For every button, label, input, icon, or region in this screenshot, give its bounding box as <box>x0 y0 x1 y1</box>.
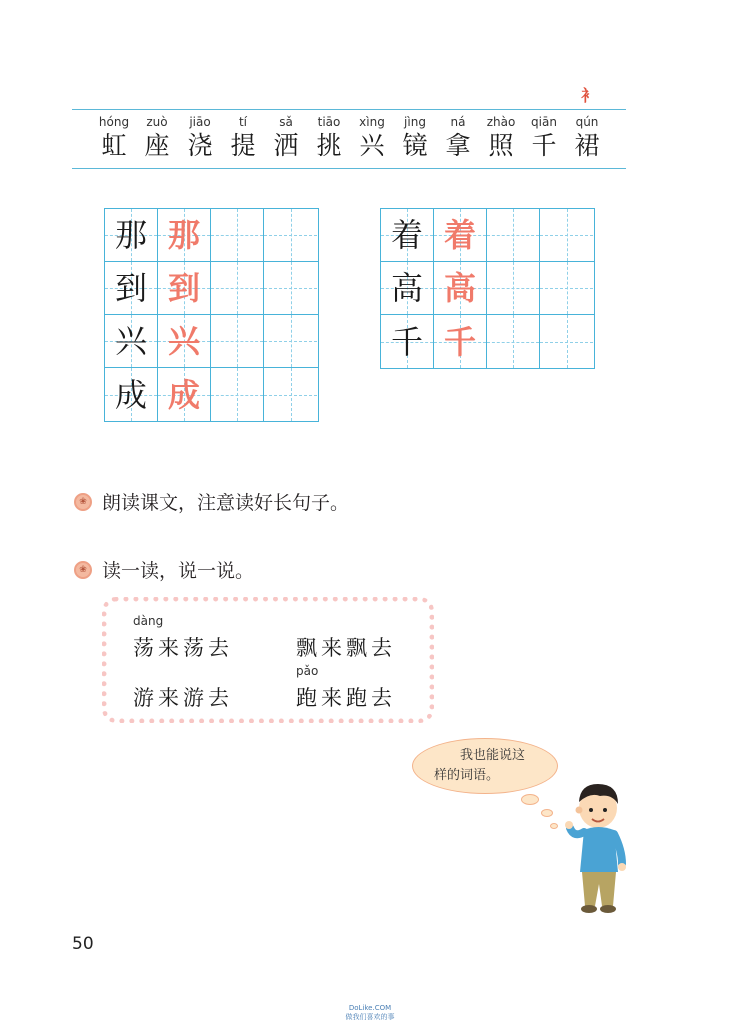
vocab-pinyin: tí <box>238 115 248 129</box>
vocab-hanzi: 千 <box>531 131 557 160</box>
grid-cell <box>105 368 158 421</box>
vocab-hanzi: 镜 <box>402 131 428 160</box>
grid-cell <box>105 262 158 314</box>
grid-cell <box>381 315 434 368</box>
vocab-item <box>438 114 478 162</box>
practice-cell[interactable] <box>264 315 317 367</box>
vocab-hanzi: 洒 <box>273 131 299 160</box>
model-character: 那 <box>114 216 147 254</box>
writing-grid-right <box>380 208 595 369</box>
vocab-hanzi: 浇 <box>187 131 213 160</box>
vocab-hanzi: 兴 <box>359 131 385 160</box>
phrase-text: 跑来跑去 <box>296 686 396 710</box>
grid-cell <box>158 368 211 421</box>
model-character: 兴 <box>114 322 147 360</box>
phrase-text: 荡来荡去 <box>133 636 233 660</box>
exercise-text: 朗读课文，注意读好长句子。 <box>102 492 350 514</box>
thought-line-2: 样的词语。 <box>434 768 500 783</box>
phrase-pinyin: pǎo <box>296 664 319 678</box>
thought-bubble-dot <box>521 794 539 805</box>
vocab-hanzi: 虹 <box>101 131 127 160</box>
practice-cell[interactable] <box>487 262 540 314</box>
practice-cell[interactable] <box>540 262 593 314</box>
grid-cell <box>158 315 211 367</box>
practice-cell[interactable] <box>487 315 540 368</box>
grid-cell <box>381 262 434 314</box>
phrase-pinyin: dàng <box>133 614 164 628</box>
page-number: 50 <box>72 934 94 954</box>
trace-character: 着 <box>443 216 476 254</box>
exercise-read-aloud <box>74 488 349 515</box>
phrase-text: 飘来飘去 <box>296 636 396 660</box>
practice-cell[interactable] <box>540 209 593 261</box>
vocab-item <box>395 114 435 162</box>
grid-row <box>381 209 594 262</box>
vocab-item <box>567 114 607 162</box>
exercise-read-and-say <box>74 556 254 583</box>
grid-cell <box>434 315 487 368</box>
vocab-hanzi: 裙 <box>574 131 600 160</box>
practice-cell[interactable] <box>264 262 317 314</box>
vocab-pinyin: zuò <box>146 115 168 129</box>
vocab-pinyin: sǎ <box>279 115 293 129</box>
trace-character: 到 <box>167 269 200 307</box>
model-character: 高 <box>390 269 423 307</box>
model-character: 千 <box>390 322 423 361</box>
practice-cell[interactable] <box>211 209 264 261</box>
radical-mark: 衤 <box>581 86 598 105</box>
phrase-box <box>102 597 434 723</box>
vocab-item <box>223 114 263 162</box>
thought-bubble-dot <box>541 809 553 817</box>
vocab-pinyin: ná <box>450 115 466 129</box>
vocab-item <box>266 114 306 162</box>
vocab-pinyin: jiāo <box>189 115 211 129</box>
grid-cell <box>434 262 487 314</box>
vocab-hanzi: 照 <box>488 131 514 160</box>
practice-cell[interactable] <box>211 315 264 367</box>
grid-row <box>381 262 594 315</box>
phrase-text: 游来游去 <box>133 686 233 710</box>
vocab-pinyin: jìng <box>404 115 426 129</box>
grid-cell <box>158 209 211 261</box>
grid-row <box>105 368 318 421</box>
phrase <box>296 664 426 712</box>
grid-row <box>105 209 318 262</box>
model-character: 成 <box>114 375 147 414</box>
vocab-item <box>94 114 134 162</box>
practice-cell[interactable] <box>264 209 317 261</box>
grid-cell <box>105 315 158 367</box>
grid-cell <box>158 262 211 314</box>
exercise-bullet-icon: ❀ <box>74 493 92 511</box>
practice-cell[interactable] <box>540 315 593 368</box>
grid-cell <box>434 209 487 261</box>
model-character: 着 <box>390 216 423 254</box>
trace-character: 高 <box>443 269 476 307</box>
trace-character: 兴 <box>167 322 200 360</box>
vocab-hanzi: 挑 <box>316 131 342 160</box>
model-character: 到 <box>114 269 147 307</box>
vocab-top-rule <box>72 109 626 110</box>
phrase <box>133 614 263 662</box>
vocab-item <box>309 114 349 162</box>
trace-character: 成 <box>167 375 200 414</box>
vocab-pinyin: qiān <box>531 115 557 129</box>
vocab-pinyin: tiāo <box>317 115 341 129</box>
trace-character: 千 <box>443 322 476 361</box>
vocab-hanzi: 提 <box>230 131 256 160</box>
writing-grid-left <box>104 208 319 422</box>
thought-line-1: 我也能说这 <box>460 748 526 763</box>
vocab-item <box>137 114 177 162</box>
watermark-line-1: DoLike.COM <box>348 1004 392 1012</box>
vocab-pinyin: qún <box>575 115 599 129</box>
grid-row <box>105 262 318 315</box>
boy-illustration <box>560 772 640 916</box>
watermark <box>330 1004 410 1022</box>
thought-bubble-text <box>434 746 544 786</box>
thought-bubble-dot <box>550 823 558 829</box>
vocab-pinyin: xìng <box>359 115 385 129</box>
phrase <box>296 632 426 662</box>
grid-cell <box>105 209 158 261</box>
vocab-item <box>524 114 564 162</box>
watermark-line-2: 做我们喜欢的事 <box>345 1013 395 1021</box>
vocab-item <box>481 114 521 162</box>
vocab-item <box>352 114 392 162</box>
practice-cell[interactable] <box>487 209 540 261</box>
practice-cell[interactable] <box>264 368 317 421</box>
phrase <box>133 682 263 712</box>
exercise-bullet-icon: ❀ <box>74 561 92 579</box>
vocab-bottom-rule <box>72 168 626 169</box>
practice-cell[interactable] <box>211 262 264 314</box>
practice-cell[interactable] <box>211 368 264 421</box>
exercise-text: 读一读，说一说。 <box>102 560 255 582</box>
vocab-hanzi: 座 <box>144 131 170 160</box>
vocab-pinyin: zhào <box>486 115 516 129</box>
grid-cell <box>381 209 434 261</box>
grid-row <box>105 315 318 368</box>
vocab-pinyin: hóng <box>98 115 130 129</box>
grid-row <box>381 315 594 368</box>
vocab-item <box>180 114 220 162</box>
vocab-hanzi: 拿 <box>445 131 471 160</box>
trace-character: 那 <box>167 216 200 254</box>
